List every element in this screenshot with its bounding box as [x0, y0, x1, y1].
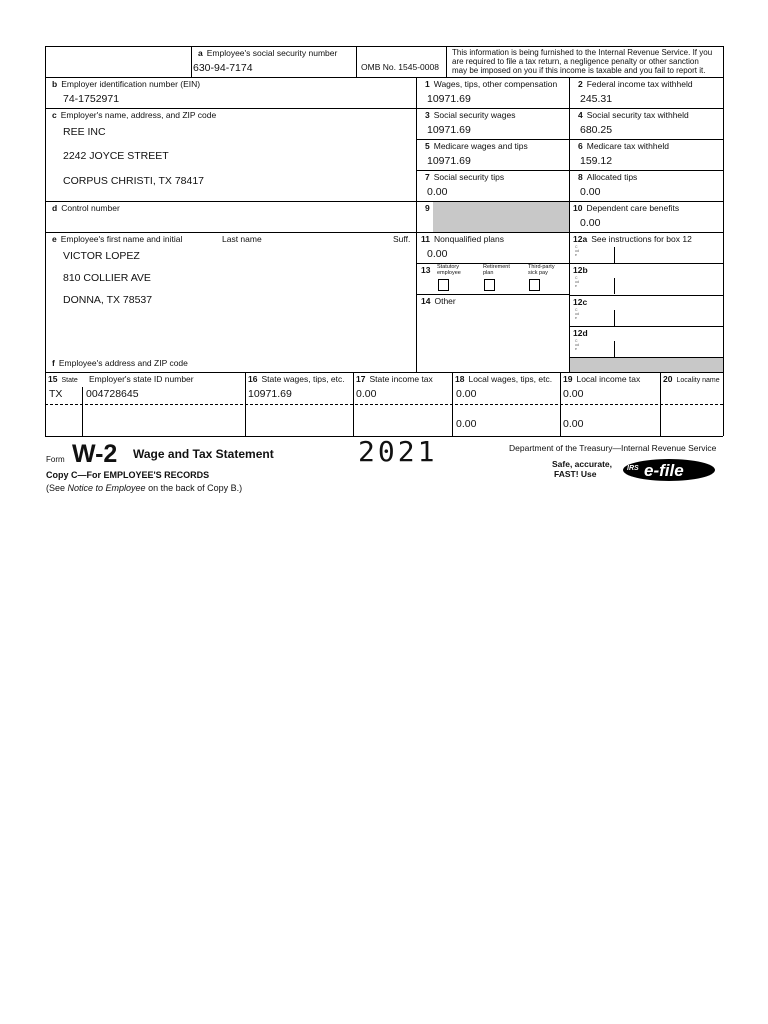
col-line	[660, 372, 661, 436]
efile-logo-graphic	[622, 458, 716, 482]
state-row-dashed	[45, 404, 723, 405]
form-left-border	[45, 46, 46, 436]
box-8-label: 8 Allocated tips	[578, 172, 638, 182]
box-19-label: 19 Local income tax	[563, 374, 641, 384]
box-4-value: 680.25	[580, 124, 613, 136]
box-11-label: 11 Nonqualified plans	[421, 234, 504, 244]
box-2-value: 245.31	[580, 93, 613, 105]
treasury-dept: Department of the Treasury—Internal Revenue Service	[509, 443, 717, 453]
box-a-label: a Employee's social security number	[198, 48, 338, 58]
col-line	[356, 46, 357, 77]
box-3-value: 10971.69	[427, 124, 471, 136]
box-12c-divider	[614, 310, 615, 326]
state-wages-value: 10971.69	[248, 388, 292, 400]
box-20-label: 20 Locality name	[663, 374, 720, 384]
safe-accurate-text: Safe, accurate,	[552, 459, 613, 469]
employer-city: CORPUS CHRISTI, TX 78417	[63, 175, 205, 187]
box-14-label: 14 Other	[421, 296, 456, 306]
box-5-label: 5 Medicare wages and tips	[425, 141, 528, 151]
col-line	[353, 372, 354, 436]
efile-logo-irs: IRS	[627, 465, 639, 472]
box-9-label: 9	[425, 203, 430, 213]
statutory-employee-checkbox[interactable]	[438, 279, 449, 291]
local-wages-value-2: 0.00	[456, 418, 477, 430]
box-12a-code: Code	[575, 245, 579, 257]
box-3-label: 3 Social security wages	[425, 110, 516, 120]
box-10-value: 0.00	[580, 217, 601, 229]
col-line	[446, 46, 447, 77]
box-13-label: 13	[421, 265, 431, 275]
box-15-id-label: Employer's state ID number	[89, 374, 194, 384]
state-code-value: TX	[49, 388, 63, 400]
box-1-label: 1 Wages, tips, other compensation	[425, 79, 558, 89]
form-word: Form	[46, 455, 65, 464]
irs-notice-line1: This information is being furnished to the Internal Revenue Service. If you	[452, 48, 713, 57]
box-9-shaded	[433, 202, 569, 233]
box-6-value: 159.12	[580, 155, 613, 167]
box-11-value: 0.00	[427, 248, 448, 260]
col-line	[569, 77, 570, 372]
retirement-plan-checkbox[interactable]	[484, 279, 495, 291]
box-7-value: 0.00	[427, 186, 448, 198]
row-line	[569, 326, 723, 327]
box-12c-code: Code	[575, 308, 579, 320]
see-notice-text: (See Notice to Employee on the back of Copy B.)	[46, 483, 243, 493]
box-4-label: 4 Social security tax withheld	[578, 110, 689, 120]
irs-notice-line2: are required to file a tax return, a negligence penalty or other sanction	[452, 57, 699, 66]
box-12-shaded-bottom	[569, 357, 723, 372]
box-12d-divider	[614, 341, 615, 357]
omb-number: OMB No. 1545-0008	[361, 62, 439, 72]
box-10-label: 10 Dependent care benefits	[573, 203, 680, 213]
box-6-label: 6 Medicare tax withheld	[578, 141, 669, 151]
row-line	[45, 77, 723, 78]
box-12b-label: 12b	[573, 265, 588, 275]
box-2-label: 2 Federal income tax withheld	[578, 79, 693, 89]
col-line	[416, 77, 417, 372]
box-8-value: 0.00	[580, 186, 601, 198]
employee-name: VICTOR LOPEZ	[63, 250, 140, 262]
box-f-label: f Employee's address and ZIP code	[52, 358, 188, 368]
irs-notice-line3: may be imposed on you if this income is taxable and you fail to report it.	[452, 66, 706, 75]
box-b-value: 74-1752971	[63, 93, 120, 105]
state-tax-value: 0.00	[356, 388, 377, 400]
form-top-border	[45, 46, 723, 47]
box-17-label: 17 State income tax	[356, 374, 433, 384]
row-line	[45, 201, 723, 202]
row-line	[416, 294, 569, 295]
irs-efile-logo	[622, 458, 716, 482]
box-12a-label: 12a See instructions for box 12	[573, 234, 692, 244]
employer-name: REE INC	[63, 126, 106, 138]
row-line	[569, 295, 723, 296]
col-line	[191, 46, 192, 77]
box-12b-divider	[614, 278, 615, 294]
box-5-value: 10971.69	[427, 155, 471, 167]
box-12d-code: Code	[575, 339, 579, 351]
box-b-label: b Employer identification number (EIN)	[52, 79, 201, 89]
box-d-label: d Control number	[52, 203, 120, 213]
form-name-w2: W-2	[72, 440, 118, 468]
state-id-value: 004728645	[86, 388, 139, 400]
state-id-divider	[82, 387, 83, 436]
row-line	[45, 108, 416, 109]
box-12c-label: 12c	[573, 297, 588, 307]
local-tax-value-2: 0.00	[563, 418, 584, 430]
box-7-label: 7 Social security tips	[425, 172, 505, 182]
row-line	[45, 232, 723, 233]
col-line	[560, 372, 561, 436]
box-e-label: e Employee's first name and initial	[52, 234, 183, 244]
box-16-label: 16 State wages, tips, etc.	[248, 374, 345, 384]
box-18-label: 18 Local wages, tips, etc.	[455, 374, 553, 384]
col-line	[452, 372, 453, 436]
box-15-label: 15 State	[48, 374, 78, 384]
box-a-value: 630-94-7174	[193, 62, 253, 74]
row-line	[45, 372, 723, 373]
box-c-label: c Employer's name, address, and ZIP code	[52, 110, 217, 120]
box-12d-label: 12d	[573, 328, 588, 338]
form-right-border	[723, 46, 724, 436]
retirement-plan-label: Retirement plan	[483, 264, 510, 276]
statutory-employee-label: Statutory employee	[437, 264, 461, 276]
local-wages-value: 0.00	[456, 388, 477, 400]
form-title: Wage and Tax Statement	[133, 447, 274, 461]
box-1-value: 10971.69	[427, 93, 471, 105]
copy-c-label: Copy C—For EMPLOYEE'S RECORDS	[46, 470, 210, 480]
employee-street: 810 COLLIER AVE	[63, 272, 151, 284]
tax-year: 2021	[358, 435, 438, 468]
local-tax-value: 0.00	[563, 388, 584, 400]
box-12b-code: Code	[575, 276, 579, 288]
third-party-sick-pay-label: Third-party sick pay	[528, 264, 555, 276]
box-12a-divider	[614, 247, 615, 263]
employer-street: 2242 JOYCE STREET	[63, 150, 169, 162]
efile-logo-efile: e-file	[644, 461, 684, 480]
row-line	[569, 357, 723, 358]
employee-city: DONNA, TX 78537	[63, 294, 153, 306]
col-line	[245, 372, 246, 436]
fast-use-text: FAST! Use	[554, 469, 597, 479]
third-party-sick-pay-checkbox[interactable]	[529, 279, 540, 291]
suffix-label: Suff.	[393, 234, 411, 244]
last-name-label: Last name	[222, 234, 262, 244]
